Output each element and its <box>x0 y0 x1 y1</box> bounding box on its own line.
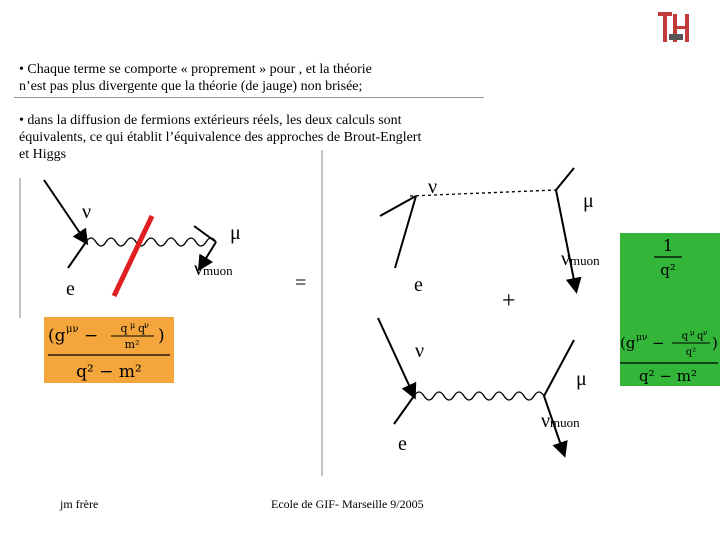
svg-text:μ: μ <box>690 329 695 337</box>
svg-text:): ) <box>712 334 718 352</box>
label-e-left: e <box>66 278 75 300</box>
nu-muon-symbol: ν <box>561 248 571 270</box>
svg-text:q: q <box>681 331 689 342</box>
svg-text:1: 1 <box>662 236 674 255</box>
label-mu-left: μ <box>230 222 241 244</box>
svg-text:−: − <box>84 326 99 346</box>
equals-sign: = <box>295 272 307 294</box>
unitary-propagator-formula <box>44 317 174 383</box>
svg-text:q: q <box>138 322 146 335</box>
bullet-2-line-3: et Higgs <box>19 147 67 162</box>
muon-line-lower <box>544 340 574 396</box>
svg-text:ν: ν <box>144 321 149 330</box>
ward-propagator-formula <box>620 283 720 386</box>
nu-muon-sub: muon <box>203 263 233 278</box>
svg-text:m²: m² <box>124 338 140 351</box>
svg-text:q: q <box>120 322 128 335</box>
svg-text:(g: (g <box>48 326 66 346</box>
svg-text:q²: q² <box>660 261 676 279</box>
label-nu-lower: ν <box>415 340 425 362</box>
photon-propagator-formula <box>620 233 720 283</box>
label-nu-muon-upper <box>561 248 600 271</box>
label-e-upper: e <box>414 274 423 296</box>
electron-line <box>68 242 86 268</box>
footer-author: jm frère <box>60 497 99 511</box>
label-mu-upper: μ <box>583 190 594 212</box>
w-boson-propagator-lower <box>414 392 544 400</box>
svg-text:q² − m²: q² − m² <box>639 367 697 385</box>
svg-text:μν: μν <box>66 324 79 335</box>
muon-neutrino-line-upper <box>556 190 576 290</box>
muon-line <box>194 226 216 242</box>
ward-propagator-box <box>620 283 720 386</box>
plus-sign: + <box>502 288 516 314</box>
svg-text:q²: q² <box>685 347 697 358</box>
label-mu-lower: μ <box>576 368 587 390</box>
svg-text:μν: μν <box>636 333 648 343</box>
svg-text:ν: ν <box>703 329 708 337</box>
bullet-2-line-1: • dans la diffusion de fermions extérieurs réels, les deux calculs sont <box>19 113 402 128</box>
electron-neutrino-line-lower <box>378 318 414 396</box>
svg-text:): ) <box>158 326 165 346</box>
svg-text:q: q <box>697 331 704 342</box>
nu-muon-sub: muon <box>570 253 600 268</box>
label-e-lower: e <box>398 433 407 455</box>
svg-text:μ: μ <box>130 321 136 330</box>
footer-event: Ecole de GIF- Marseille 9/2005 <box>271 497 424 511</box>
label-nu-upper: ν <box>428 176 438 198</box>
label-nu-left: ν <box>82 201 92 223</box>
bullet-1-line-2: n’est pas plus divergente que la théorie (de jauge) non brisée; <box>19 79 363 94</box>
unitary-propagator-box <box>44 317 174 383</box>
svg-text:−: − <box>652 334 665 352</box>
bullet-2-line-2: équivalents, ce qui établit l’équivalence des approches de Brout-Englert <box>19 130 422 145</box>
nu-muon-symbol: ν <box>194 258 204 280</box>
svg-text:(g: (g <box>620 334 636 352</box>
nu-muon-sub: muon <box>550 415 580 430</box>
diagram-w-exchange <box>380 168 576 290</box>
w-boson-propagator <box>86 238 216 246</box>
electron-neutrino-line <box>44 180 86 242</box>
bullet-1-line-1: • Chaque terme se comporte « proprement » pour , et la théorie <box>19 62 372 77</box>
label-nu-muon-lower <box>541 410 580 433</box>
muon-line-upper <box>556 168 574 190</box>
diagram-goldstone-exchange <box>378 318 574 454</box>
photon-propagator-box <box>620 233 720 283</box>
svg-text:q² − m²: q² − m² <box>76 362 142 382</box>
electron-line-lower <box>394 396 414 424</box>
label-nu-muon-left <box>194 258 233 281</box>
nu-muon-symbol: ν <box>541 410 551 432</box>
cut-line <box>114 216 152 296</box>
